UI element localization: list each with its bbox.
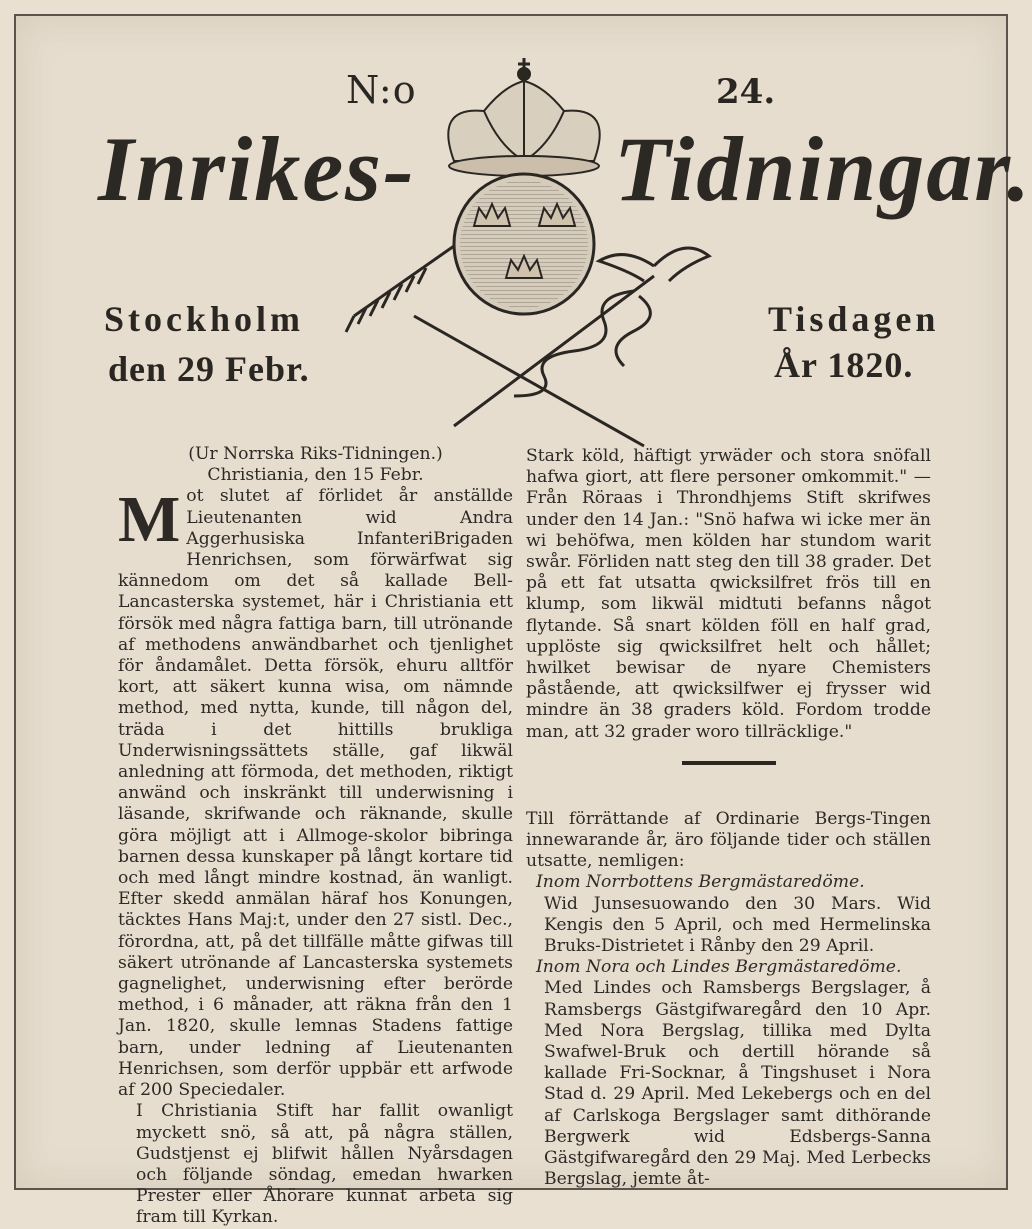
crown-icon	[448, 58, 599, 176]
year: År 1820.	[774, 345, 914, 385]
number-label: N:o	[346, 68, 417, 112]
section-divider	[682, 761, 776, 765]
masthead-title-right: Tidningar.	[614, 118, 1032, 220]
region-heading-norrbotten: Inom Norrbottens Bergmästaredöme.	[536, 872, 865, 893]
region-heading-nora-linde: Inom Nora och Lindes Bergmästaredöme.	[536, 957, 902, 978]
city-name: Stockholm	[104, 299, 305, 339]
article-paragraph	[118, 483, 513, 1101]
newspaper-page	[14, 14, 1032, 1228]
issue-number: 24.	[716, 72, 776, 112]
article-paragraph-2: I Christiania Stift har fallit owanligt myckett snö, så att, på några ställen, Gudstjenst ej blifwit hållen Nyårsdagen och följande söndag, emedan hwarken Prester eller Åhörare kunnat arbeta sig fram till Kyrkan.	[136, 1101, 513, 1228]
source-heading: (Ur Norrska Riks-Tidningen.)	[188, 444, 443, 464]
region-text-nora-linde: Med Lindes och Ramsbergs Bergslager, å Ramsbergs Gästgifwaregård den 10 Apr. Med Nora Bergslag, tillika med Dylta Swafwel-Bruk och dertill hörande så kallade Fri-Socknar, å Tingshuset i Nora Stad d. 29 April. Med Lekebergs och en del af Carlskoga Bergslager samt dithörande Bergwerk wid Edsbergs-Sanna Gästgifwaregård den 29 Maj. Med Lerbecks Bergslag, jemte åt-	[544, 978, 931, 1190]
article-continuation: Stark köld, häftigt yrwäder och stora snöfall hafwa giort, att flere personer omkommit." — Från Röraas i Throndhjems Stift skrifwes under den 14 Jan.: "Snö hafwa wi icke mer än wi behöfwa, men kölden har stundom warit swår. Förliden natt steg den till 38 grader. Det på ett fat utsatta qwicksilfret frös till en klump, som likwäl midtuti befanns något flytande. Så snart kölden föll en half grad, upplöste sig qwicksilfret helt och hållet; hwilket bewisar de nyare Chemisters påstående, att qwicksilfwer ej frysser wid mindre än 38 graders köld. Fordom trodde man, att 32 grader woro tillräcklige."	[526, 446, 931, 742]
weekday: Tisdagen	[768, 299, 940, 339]
drop-cap: M	[118, 483, 181, 557]
right-column	[526, 446, 931, 1191]
region-text-norrbotten: Wid Junsesuowando den 30 Mars. Wid Kengis den 5 April, och med Hermelinska Bruks-Distrietet i Rånby den 29 April.	[544, 893, 931, 957]
issue-date: den 29 Febr.	[108, 349, 310, 389]
left-column	[118, 444, 513, 1229]
dateline: Christiania, den 15 Febr.	[207, 465, 424, 486]
crown-coat-of-arms-emblem	[334, 66, 714, 436]
notice-intro: Till förrättande af Ordinarie Bergs-Tingen innewarande år, äro följande tider och ställen utsatte, nemligen:	[526, 808, 931, 872]
article-text: ot slutet af förlidet år anställde Lieutenanten wid Andra Aggerhusiska InfanteriBrigaden Henrichsen, som förwärfwat sig kännedom om det så kallade Bell-Lancasterska systemet, här i Christiania ett försök med några fattiga barn, till utrönande af methodens anwändbarhet och tjenlighet för åndamålet. Detta försök, ehuru alltför kort, att säkert kunna wisa, om nämnde method, med nytta, kunde, till någon del, träda i det hittills brukliga Underwisningssättets ställe, gaf likwäl anledning att förmoda, det methoden, riktigt anwänd och inskränkt till underwisning i läsande, skrifwande och räknande, skulle göra möjligt att i Allmoge-skolor bibringa barnen dessa kunskaper på långt kortare tid och med långt mindre kostnad, än wanligt. Efter skedd anmälan häraf hos Konungen, täcktes Hans Maj:t, under den 27 sistl. Dec., förordna, att, på det tillfälle måtte gifwas till säkert utrönande af Lancasterska systemets gagnelighet, underwisning efter berörde method, i 6 månader, att räkna från den 1 Jan. 1820, skulle lemnas Stadens fattige barn, under ledning af Lieutenanten Henrichsen, som derför uppbär ett arfwode af 200 Speciedaler.	[118, 486, 513, 1101]
masthead-title-left: Inrikes-	[98, 118, 416, 220]
